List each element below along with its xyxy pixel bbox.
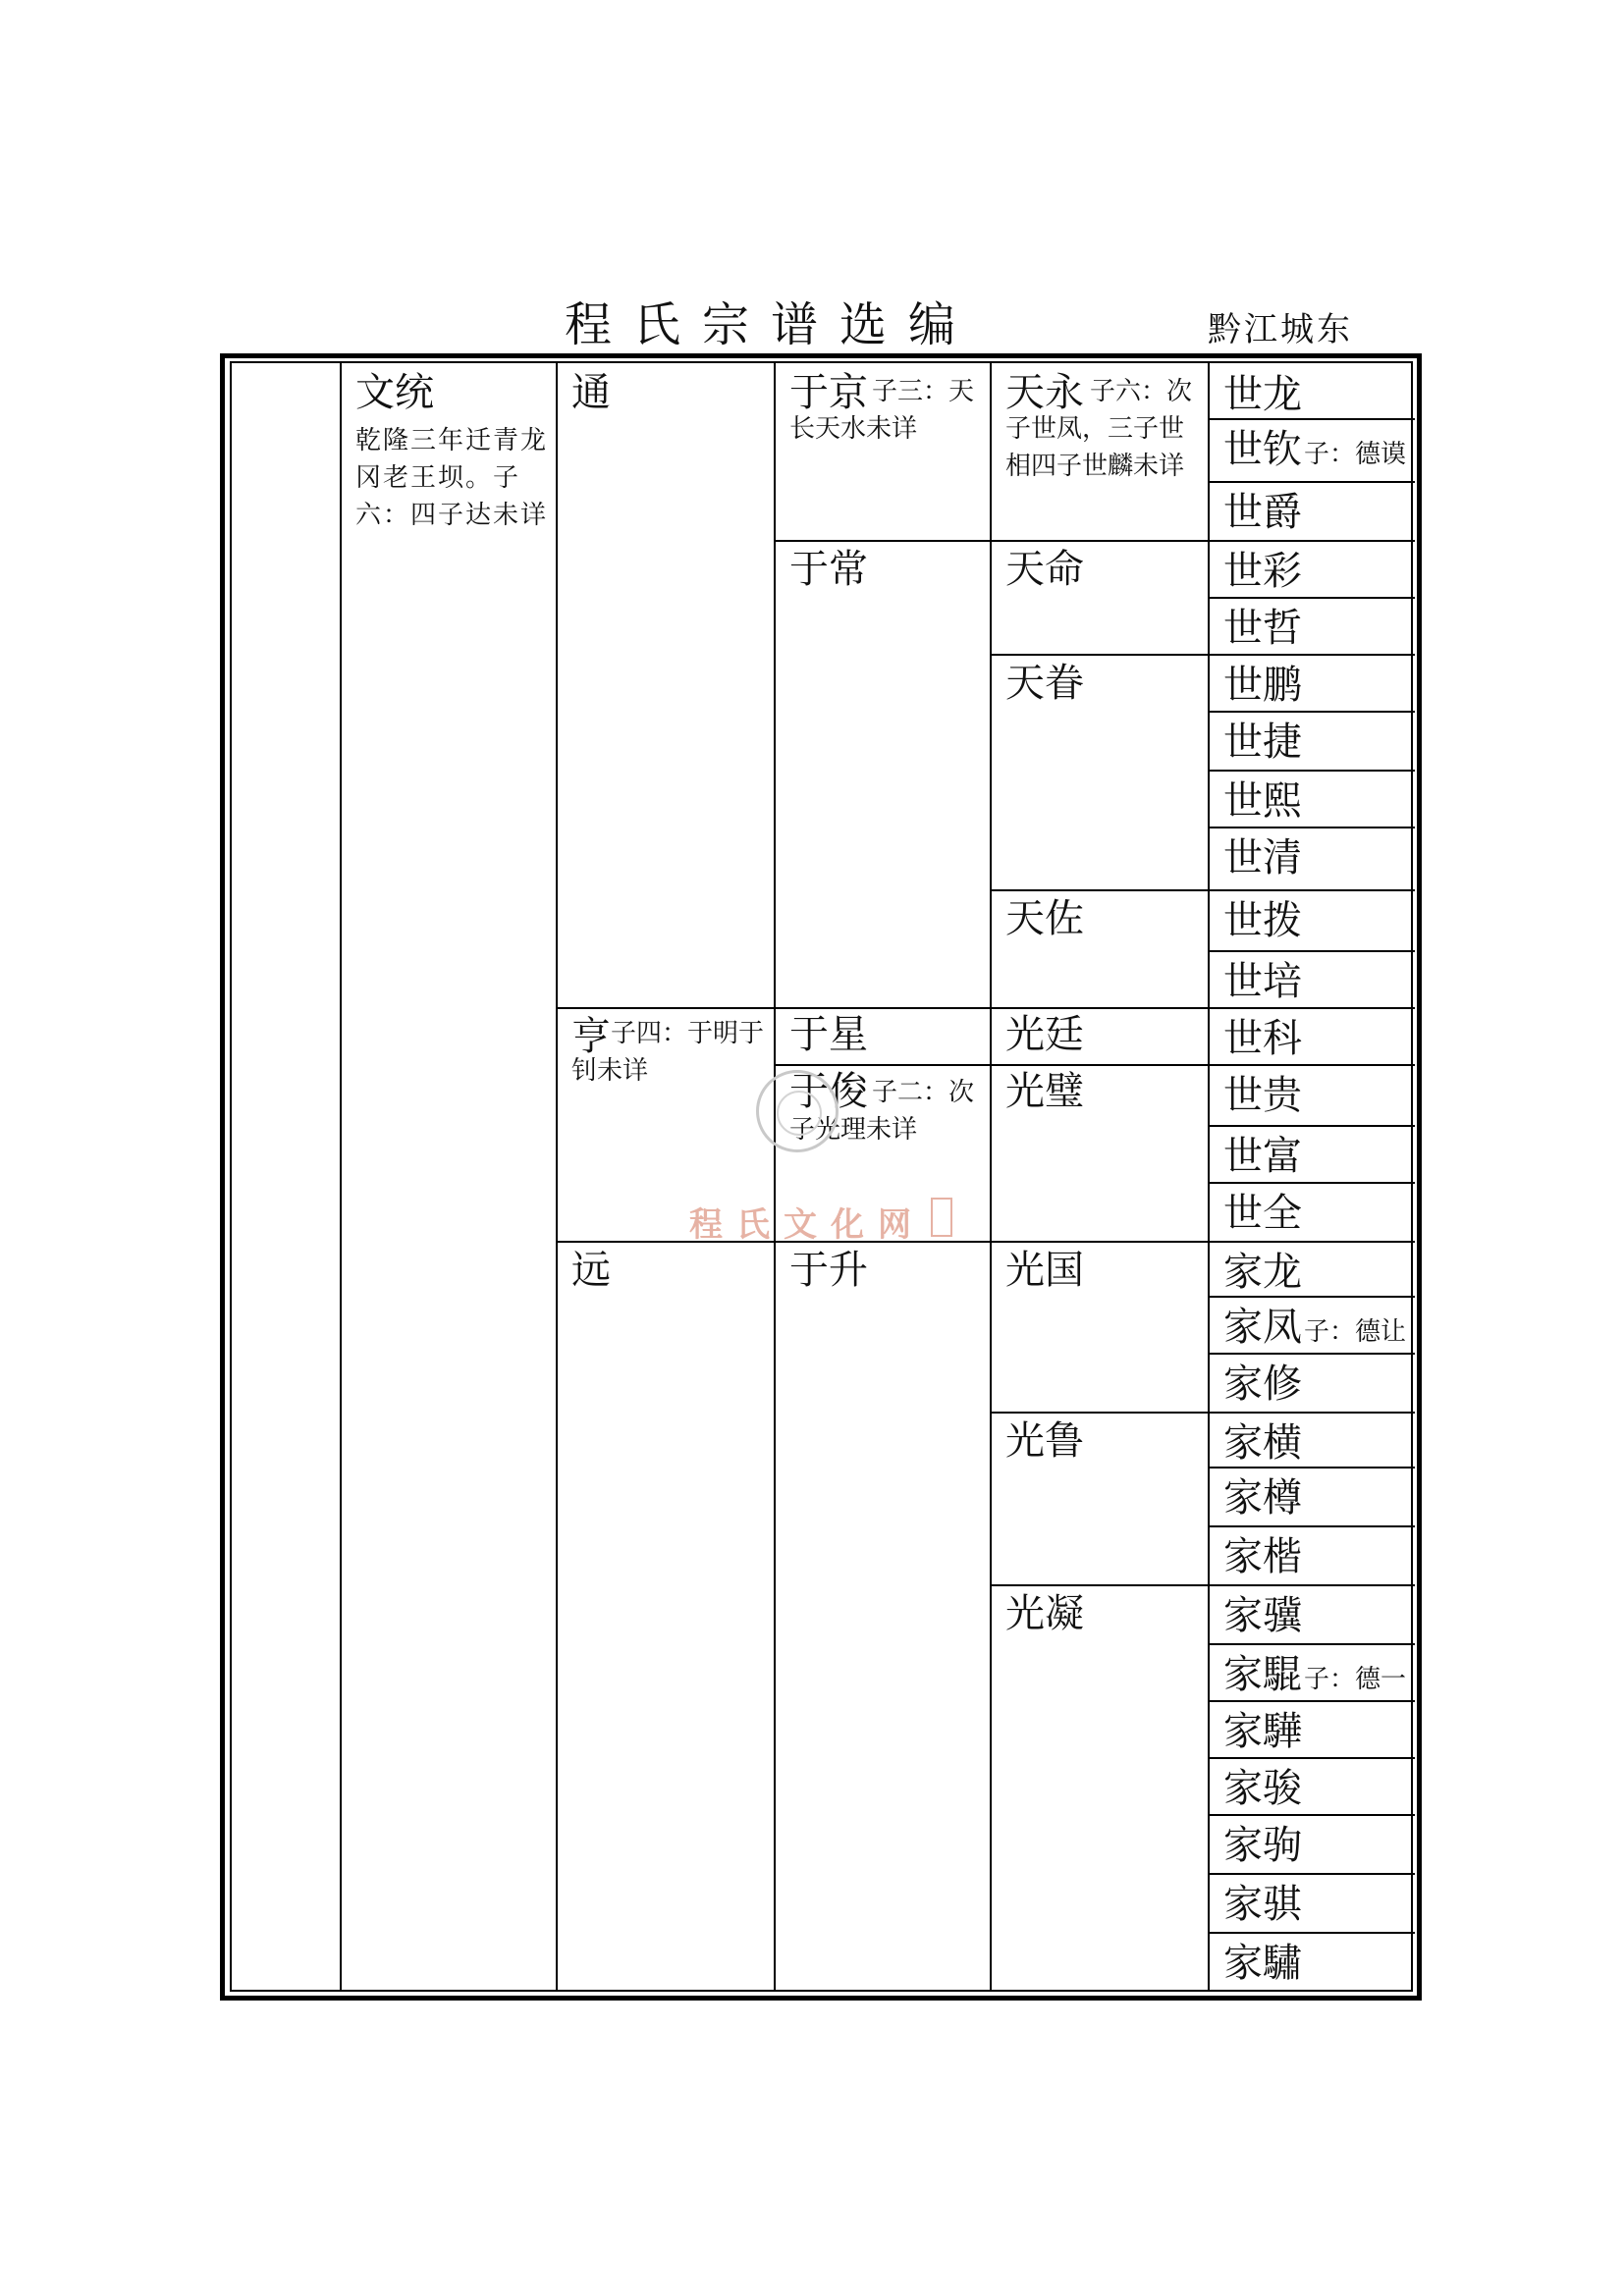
col4-row-line xyxy=(990,1584,1208,1586)
col5-row-line xyxy=(1208,1757,1415,1759)
person-name: 天命 xyxy=(1005,547,1084,592)
col-divider-2 xyxy=(556,363,558,1990)
person-name xyxy=(1223,1823,1302,1868)
person-note: 乾隆三年迁青龙冈老王坝。子六：四子达未详 xyxy=(355,426,549,530)
person-note: 子：德让 xyxy=(1304,1317,1407,1347)
person-name-text: 家驹 xyxy=(1223,1823,1302,1868)
col3-row-line xyxy=(774,540,1208,542)
person-name-text: 世拨 xyxy=(1223,898,1302,943)
person-name: 亨 xyxy=(571,1014,611,1059)
person-note: 子：德谟 xyxy=(1304,440,1407,469)
col5-row-line xyxy=(1208,1467,1415,1468)
col4-row-line xyxy=(990,889,1208,891)
person-name xyxy=(1223,1652,1407,1697)
person-name xyxy=(1223,1941,1302,1986)
col5-row-line xyxy=(1208,1584,1415,1586)
col5-row-line xyxy=(1208,1873,1415,1875)
col-divider-1 xyxy=(340,363,342,1990)
person-name: 于俊 xyxy=(789,1069,868,1114)
col5-row-line xyxy=(1208,654,1415,656)
person-name-text: 世彩 xyxy=(1223,549,1302,594)
col4-row-line xyxy=(990,654,1208,656)
person-name: 光鲁 xyxy=(1005,1418,1084,1464)
person-name xyxy=(1223,549,1302,594)
watermark-seal xyxy=(756,1070,839,1152)
person-name-text: 世爵 xyxy=(1223,490,1302,535)
person-name-text: 世清 xyxy=(1223,835,1302,881)
col-divider-3 xyxy=(774,363,776,1990)
person-name-text: 家驌 xyxy=(1223,1941,1302,1986)
page-location: 黔江城东 xyxy=(1208,310,1353,349)
person-name xyxy=(1223,1073,1302,1118)
person-name xyxy=(1223,778,1302,824)
person-name xyxy=(1223,959,1302,1004)
person-note-wrap: 子四：于明于钊未详 xyxy=(571,1019,765,1086)
person-name xyxy=(1223,1882,1302,1927)
person-name: 于常 xyxy=(789,547,868,592)
person-name-text: 世鹏 xyxy=(1223,663,1302,708)
person-name xyxy=(1223,1016,1302,1061)
person-name-text: 世钦 xyxy=(1223,427,1302,472)
person-name xyxy=(1223,606,1302,651)
person-name: 通 xyxy=(571,370,611,415)
person-name xyxy=(1223,1766,1302,1811)
person-name-text: 世龙 xyxy=(1223,372,1302,417)
person-name-text: 家驊 xyxy=(1223,1709,1302,1754)
watermark-stamp xyxy=(931,1198,952,1237)
col-divider-5 xyxy=(1208,363,1210,1990)
col3-row-line xyxy=(774,1064,1208,1066)
person-name xyxy=(1223,898,1302,943)
person-note: 子三：天长天水未详 xyxy=(789,377,975,444)
col5-row-line xyxy=(1208,950,1415,952)
genealogy-table xyxy=(230,361,1413,1992)
person-name-text: 世培 xyxy=(1223,959,1302,1004)
person-name-text: 世全 xyxy=(1223,1191,1302,1236)
person-name xyxy=(1223,1362,1302,1407)
col-divider-4 xyxy=(990,363,992,1990)
person-name: 天眷 xyxy=(1005,661,1084,706)
col5-row-line xyxy=(1208,1182,1415,1184)
col5-row-line xyxy=(1208,1353,1415,1355)
col5-row-line xyxy=(1208,1241,1415,1243)
person-name-text: 家修 xyxy=(1223,1362,1302,1407)
person-name: 光廷 xyxy=(1005,1012,1084,1057)
person-name: 于星 xyxy=(789,1012,868,1057)
col5-row-line xyxy=(1208,1932,1415,1934)
col5-row-line xyxy=(1208,540,1415,542)
person-name-text: 家骥 xyxy=(1223,1593,1302,1638)
person-name-text: 世熙 xyxy=(1223,778,1302,824)
person-name xyxy=(1223,372,1302,417)
person-name xyxy=(1223,1250,1302,1295)
col5-row-line xyxy=(1208,1814,1415,1816)
person-name xyxy=(1223,1709,1302,1754)
person-name: 光凝 xyxy=(1005,1591,1084,1636)
person-name xyxy=(1223,1534,1302,1579)
person-name-text: 世贵 xyxy=(1223,1073,1302,1118)
watermark-text: 程氏文化网 xyxy=(689,1205,925,1245)
person-name-text: 世捷 xyxy=(1223,720,1302,765)
person-name xyxy=(1223,490,1302,535)
person-name-text: 家骏 xyxy=(1223,1766,1302,1811)
col5-row-line xyxy=(1208,597,1415,599)
col4-row-line xyxy=(990,1412,1208,1414)
person-name xyxy=(1223,720,1302,765)
person-name-text: 家横 xyxy=(1223,1420,1302,1466)
col5-row-line xyxy=(1208,1525,1415,1527)
person-name-text: 世哲 xyxy=(1223,606,1302,651)
person-name: 天永 xyxy=(1005,370,1084,415)
col2-row-line xyxy=(556,1007,1208,1009)
col5-row-line xyxy=(1208,711,1415,713)
person-note: 子：德一 xyxy=(1304,1665,1407,1694)
person-name-text: 家骐 xyxy=(1223,1882,1302,1927)
person-name: 于京 xyxy=(789,370,868,415)
col5-row-line xyxy=(1208,418,1415,420)
person-name: 光璧 xyxy=(1005,1069,1084,1114)
person-name: 远 xyxy=(571,1248,611,1293)
col5-row-line xyxy=(1208,827,1415,828)
person-name xyxy=(1223,835,1302,881)
person-name-text: 家凤 xyxy=(1223,1305,1302,1350)
col5-row-line xyxy=(1208,1125,1415,1127)
person-name xyxy=(1223,1134,1302,1179)
person-name-text: 世科 xyxy=(1223,1016,1302,1061)
person-name xyxy=(1223,1593,1302,1638)
person-name xyxy=(1223,427,1407,472)
col5-row-line xyxy=(1208,1643,1415,1645)
person-name xyxy=(1223,1420,1302,1466)
person-name: 于升 xyxy=(789,1248,868,1293)
person-name-text: 家樽 xyxy=(1223,1475,1302,1521)
person-name: 天佐 xyxy=(1005,896,1084,941)
person-name: 光国 xyxy=(1005,1248,1084,1293)
col5-row-line xyxy=(1208,481,1415,483)
person-name-text: 家楷 xyxy=(1223,1534,1302,1579)
person-name xyxy=(1223,1305,1407,1350)
col5-row-line xyxy=(1208,770,1415,772)
person-name-text: 世富 xyxy=(1223,1134,1302,1179)
person-name xyxy=(1223,663,1302,708)
person-name xyxy=(1223,1191,1302,1236)
col5-row-line xyxy=(1208,1064,1415,1066)
col5-row-line xyxy=(1208,889,1415,891)
person-name: 文统 xyxy=(355,370,434,415)
col5-row-line xyxy=(1208,1700,1415,1702)
page-title: 程氏宗谱选编 xyxy=(565,297,978,352)
col5-row-line xyxy=(1208,1007,1415,1009)
person-name-text: 家騉 xyxy=(1223,1652,1302,1697)
person-name-text: 家龙 xyxy=(1223,1250,1302,1295)
col5-row-line xyxy=(1208,1412,1415,1414)
col5-row-line xyxy=(1208,1296,1415,1298)
person-name xyxy=(1223,1475,1302,1521)
person-note: 子六：次子世凤，三子世相四子世麟未详 xyxy=(1005,377,1193,481)
person-note: 子二：次子光理未详 xyxy=(789,1078,975,1145)
